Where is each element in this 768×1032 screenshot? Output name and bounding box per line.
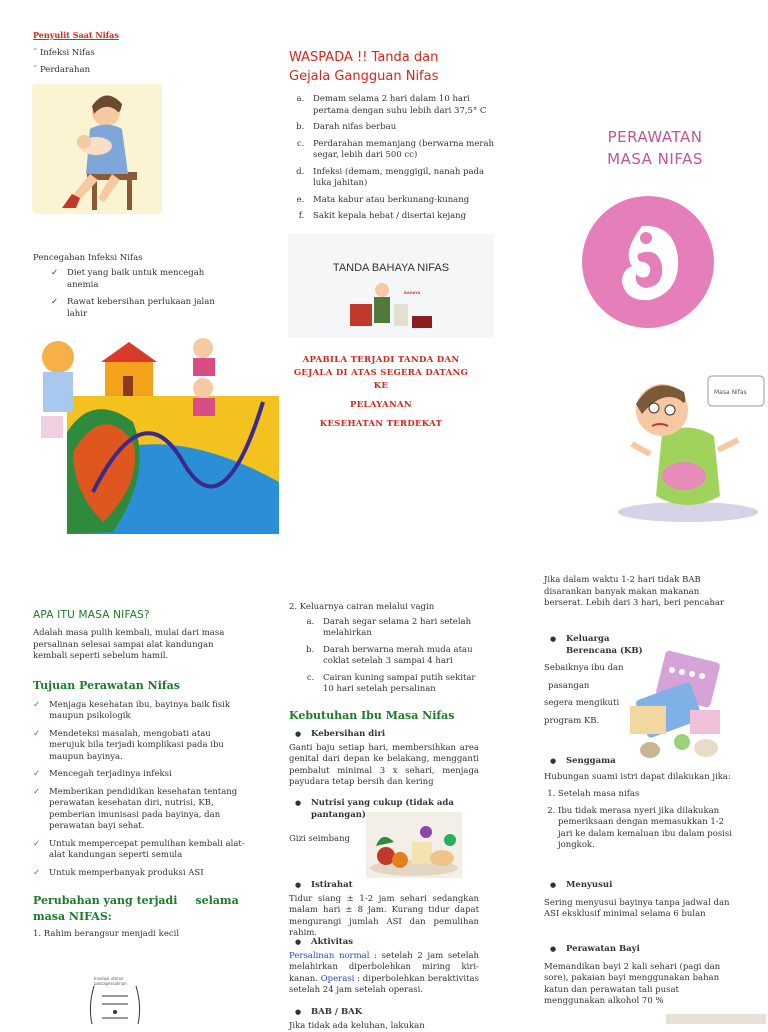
danger-sign: e. Mata kabur atau berkunang-kunang [307,195,497,207]
aktivitas-desc: : setelah 2 jam setelah melahirkan diperbolehkan miring kiri-kanan. [289,951,479,984]
warning-line: PELAYANAN [288,399,474,412]
senggama-item: 1. Setelah masa nifas [558,789,740,801]
perubahan-heading-part: Perubahan yang terjadi [33,894,177,907]
menyusui-text: Sering menyusui bayinya tanpa jadwal dan ASI eksklusif minimal selama 6 bulan [544,898,740,921]
kb-line: segera mengikuti [544,698,654,710]
aktivitas-text [289,951,479,997]
kb-line: Sebaiknya ibu dan [544,663,654,675]
danger-sign: b. Darah nifas berbau [307,122,497,134]
sad-mother-illustration [592,364,768,524]
warning-line: GEJALA DI ATAS SEGERA DATANG [288,367,474,380]
istirahat-section [289,880,479,940]
warning-line: KE [288,380,474,393]
penyulit-item: ¨ Perdarahan [33,65,263,77]
panel-apa-itu [33,609,245,941]
apa-itu-heading: APA ITU MASA NIFAS? [33,609,245,621]
perawatan-bayi-text: Memandikan bayi 2 kali sehari (pagi dan sore), pakaian bayi menggunakan bahan katun dan perawatan tali pusat menggunakan alkohol 70 % [544,962,740,1008]
warning-line: APABILA TERJADI TANDA DAN [288,354,474,367]
danger-sign: c. Perdarahan memanjang (berwarna merah segar, lebih dari 500 cc) [307,139,497,162]
definition-text: Adalah masa pulih kembali, mulai dari masa persalinan selesai sampai alat kandungan kembali seperti sebelum hamil. [33,628,245,663]
kebutuhan-heading: Kebutuhan Ibu Masa Nifas [289,709,454,722]
tujuan-item: ✓ Untuk memperbanyak produksi ASI [33,868,245,880]
nutrisi-text: Gizi seimbang [289,834,350,846]
cairan-subitem: c. Cairan kuning sampai putih sekitar 10 hari setelah persalinan [317,673,479,696]
title-line: MASA NIFAS [572,148,738,170]
contraceptives-illustration [620,650,732,762]
nutrisi-title: ● Nutrisi yang cukup (tidak ada pantangan) [289,798,479,821]
thought-bubble-text: Masa Nifas [714,389,747,396]
warning-message [288,354,474,431]
pencegahan-item: ✓ Rawat kebersihan perlukaan jalan lahir [51,297,233,320]
panel-waspada [289,48,489,228]
danger-signs-list [289,94,497,223]
senggama-intro: Hubungan suami istri dapat dilakukan jika: [544,772,740,784]
tujuan-item: ✓ Memberikan pendidikan kesehatan tentang perawatan kesehatan diri, nutrisi, KB, pemberian imunisasi pada bayinya, dan perawatan bayi sehat. [33,787,245,833]
kebersihan-text: Ganti baju setiap hari, membersihkan area genital dari depan ke belakang, mengganti pembalut minimal 3 x sehari, menjaga payudara tetap bersih dan kering [289,743,479,789]
panel-penyulit [33,30,263,77]
penyulit-title: Penyulit Saat Nifas [33,30,263,42]
kb-line: pasangan [548,681,654,693]
bab-section [289,1007,479,1032]
waspada-heading-line: WASPADA !! Tanda dan [289,48,489,67]
cairan-subitem: b. Darah berwarna merah muda atau coklat setelah 3 sampai 4 hari [317,645,479,668]
danger-sign: a. Demam selama 2 hari dalam 10 hari pertama dengan suhu lebih dari 37,5° C [307,94,497,117]
panel-kebutuhan [289,602,479,701]
poster-title: TANDA BAHAYA NIFAS [288,262,494,274]
pencegahan-title: Pencegahan Infeksi Nifas [33,252,233,264]
title-line: PERAWATAN [572,126,738,148]
kebersihan-title: ● Kebersihan diri [289,729,479,741]
poster-tag: BAHAYA [404,290,420,295]
menyusui-title: ● Menyusui [544,880,740,892]
kb-title: ● Keluarga Berencana (KB) [544,634,654,657]
aktivitas-section [289,937,479,997]
cairan-item: 2. Keluarnya cairan melalui vagin [289,602,479,614]
perubahan-heading [33,893,245,925]
tujuan-list [33,700,245,880]
panel-pencegahan [33,252,233,326]
tujuan-item: ✓ Untuk mempercepat pemulihan kembali alat-alat kandungan seperti semula [33,839,245,862]
uterus-diagram [80,976,150,1024]
mother-logo-icon [582,196,714,328]
perubahan-heading-part: masa NIFAS: [33,909,245,925]
aktivitas-label-normal: Persalinan normal [289,951,369,961]
warning-line: KESEHATAN TERDEKAT [288,418,474,431]
aktivitas-desc: : diperbolehkan beraktivitas setelah 24 jam setelah operasi. [289,974,479,996]
tujuan-item: ✓ Menjaga kesehatan ibu, bayinya baik fisik maupun psikologik [33,700,245,723]
penyulit-item: ¨ Infeksi Nifas [33,48,263,60]
senggama-list [544,789,740,852]
mother-breastfeeding-illustration [32,84,162,214]
kb-line: program KB. [544,716,654,728]
baby-photo-edge [666,1014,766,1024]
danger-sign: d. Infeksi (demam, menggigil, nanah pada luka jahitan) [307,167,497,190]
perubahan-heading-part: selama [195,894,238,907]
istirahat-title: ● Istirahat [289,880,479,892]
bab-title: ● BAB / BAK [289,1007,479,1019]
perubahan-item: 1. Rahim berangsur menjadi kecil [33,929,245,941]
food-illustration [366,812,462,878]
pencegahan-item: ✓ Diet yang baik untuk mencegah anemia [51,268,233,291]
perawatan-bayi-title: ● Perawatan Bayi [544,944,740,956]
istirahat-text: Tidur siang ± 1-2 jam sehari sedangkan malam hari ± 8 jam. Kurang tidur dapat mengurangi jumlah ASI dan pemulihan rahim. [289,894,479,940]
senggama-item: 2. Ibu tidak merasa nyeri jika dilakukan pemeriksaan dengan memasukkan 1-2 jari ke dalam kemaluan ibu dalam posisi jongkok. [558,806,740,852]
health-collage-illustration [33,332,279,534]
cairan-subitem: a. Darah segar selama 2 hari setelah melahirkan [317,617,479,640]
perawatan-bayi-section [544,944,740,1008]
tujuan-item: ✓ Mencegah terjadinya infeksi [33,769,245,781]
cairan-sublist [299,617,479,696]
menyusui-section [544,880,740,921]
tujuan-item: ✓ Mendeteksi masalah, mengobati atau merujuk bila terjadi komplikasi pada ibu maupun bayinya. [33,729,245,764]
danger-poster [288,234,494,338]
waspada-heading [289,48,489,86]
danger-sign: f. Sakit kepala hebat / disertai kejang [307,211,497,223]
senggama-title: ● Senggama [544,756,740,768]
aktivitas-title: ● Aktivitas [289,937,479,949]
senggama-section [544,756,740,852]
diagram-label: Involusi uterus pascapersalinan [94,976,134,986]
waspada-heading-line: Gejala Gangguan Nifas [289,67,489,86]
kebersihan-section [289,729,479,789]
tujuan-heading: Tujuan Perawatan Nifas [33,679,245,692]
bab-text-start: Jika tidak ada keluhan, lakukan [289,1021,479,1032]
bab-continued-text: Jika dalam waktu 1-2 hari tidak BAB disarankan banyak makan makanan berserat. Lebih dari 3 hari, beri pencahar [544,575,740,610]
brochure-title [572,126,738,170]
aktivitas-label-operasi: Operasi [321,974,355,984]
